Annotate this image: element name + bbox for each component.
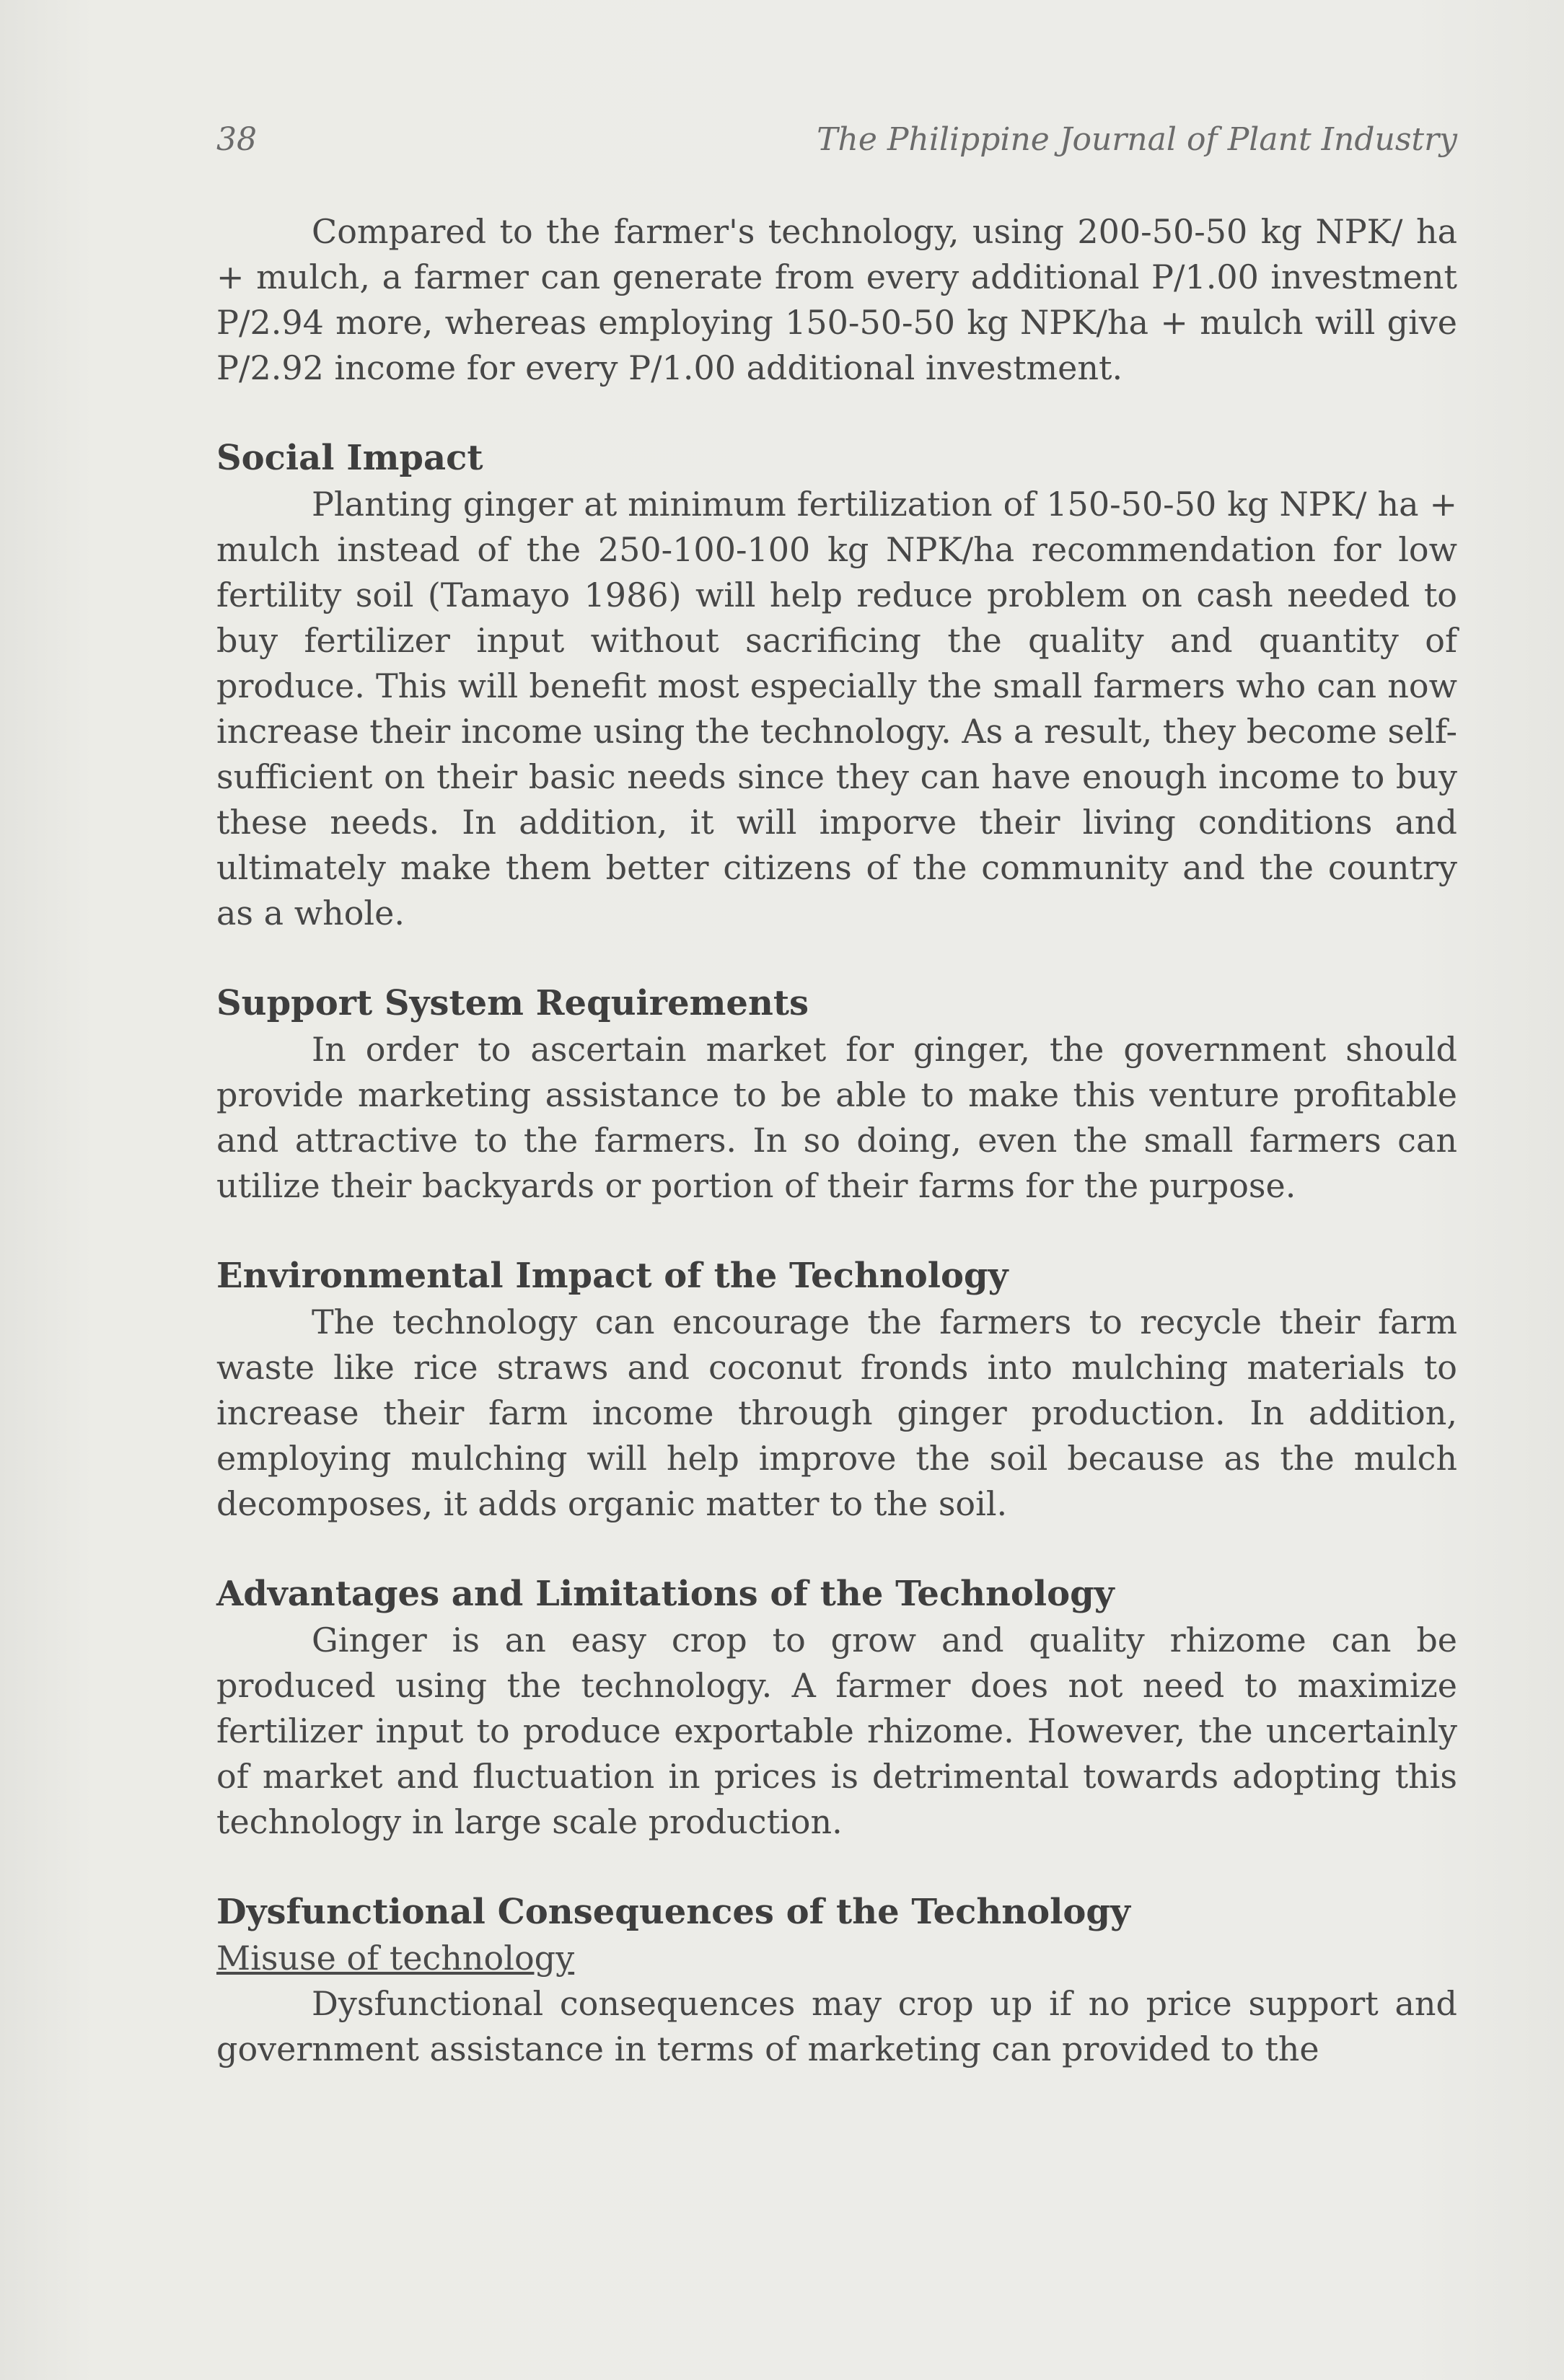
- support-system-paragraph: In order to ascertain market for ginger, the government should provide marketing assistance to be able to make this venture profitable and attractive to the farmers. In so doing, even the small farmers can utilize their backyards or portion of their farms for the purpose.: [216, 1030, 1457, 1205]
- page-number: 38: [216, 121, 257, 158]
- journal-title: The Philippine Journal of Plant Industry: [817, 121, 1457, 158]
- article-body: [216, 209, 1457, 2072]
- section-heading-support-system: Support System Requirements: [216, 983, 809, 1023]
- subheading-misuse: Misuse of technology: [216, 1939, 575, 1978]
- intro-paragraph: Compared to the farmer's technology, using 200-50-50 kg NPK/ ha + mulch, a farmer can generate from every additional P/1.00 investment P/2.94 more, whereas employing 150-50-50 kg NPK/ha + mulch will give P/2.92 income for every P/1.00 additional investment.: [216, 212, 1457, 387]
- advantages-limitations-paragraph: Ginger is an easy crop to grow and quality rhizome can be produced using the technology. A farmer does not need to maximize fertilizer input to produce exportable rhizome. However, the uncertainly of market and fluctuation in prices is detrimental towards adopting this technology in large scale production.: [216, 1621, 1457, 1841]
- section-gap: [216, 1845, 1457, 1888]
- dysfunctional-paragraph: Dysfunctional consequences may crop up if no price support and government assistance in terms of marketing can provided to the: [216, 1984, 1457, 2068]
- environmental-impact-paragraph: The technology can encourage the farmers to recycle their farm waste like rice straws and coconut fronds into mulching materials to increase their farm income through ginger production. In addition, employing mulching will help improve the soil because as the mulch decomposes, it adds organic matter to the soil.: [216, 1303, 1457, 1523]
- social-impact-paragraph: Planting ginger at minimum fertilization of 150-50-50 kg NPK/ ha + mulch instead of the 250-100-100 kg NPK/ha recommendation for low fertility soil (Tamayo 1986) will help reduce problem on cash needed to buy fertilizer input without sacrificing the quality and quantity of produce. This will benefit most especially the small farmers who can now increase their income using the technology. As a result, they become self-sufficient on their basic needs since they can have enough income to buy these needs. In addition, it will imporve their living conditions and ultimately make them better citizens of the community and the country as a whole.: [216, 485, 1457, 933]
- section-heading-dysfunctional: Dysfunctional Consequences of the Technology: [216, 1892, 1130, 1932]
- section-heading-environmental-impact: Environmental Impact of the Technology: [216, 1256, 1009, 1296]
- section-heading-social-impact: Social Impact: [216, 438, 483, 478]
- section-gap: [216, 1527, 1457, 1570]
- section-heading-advantages-limitations: Advantages and Limitations of the Technology: [216, 1574, 1115, 1614]
- section-gap: [216, 936, 1457, 979]
- section-gap: [216, 391, 1457, 434]
- section-gap: [216, 1209, 1457, 1252]
- running-head: [216, 121, 1457, 164]
